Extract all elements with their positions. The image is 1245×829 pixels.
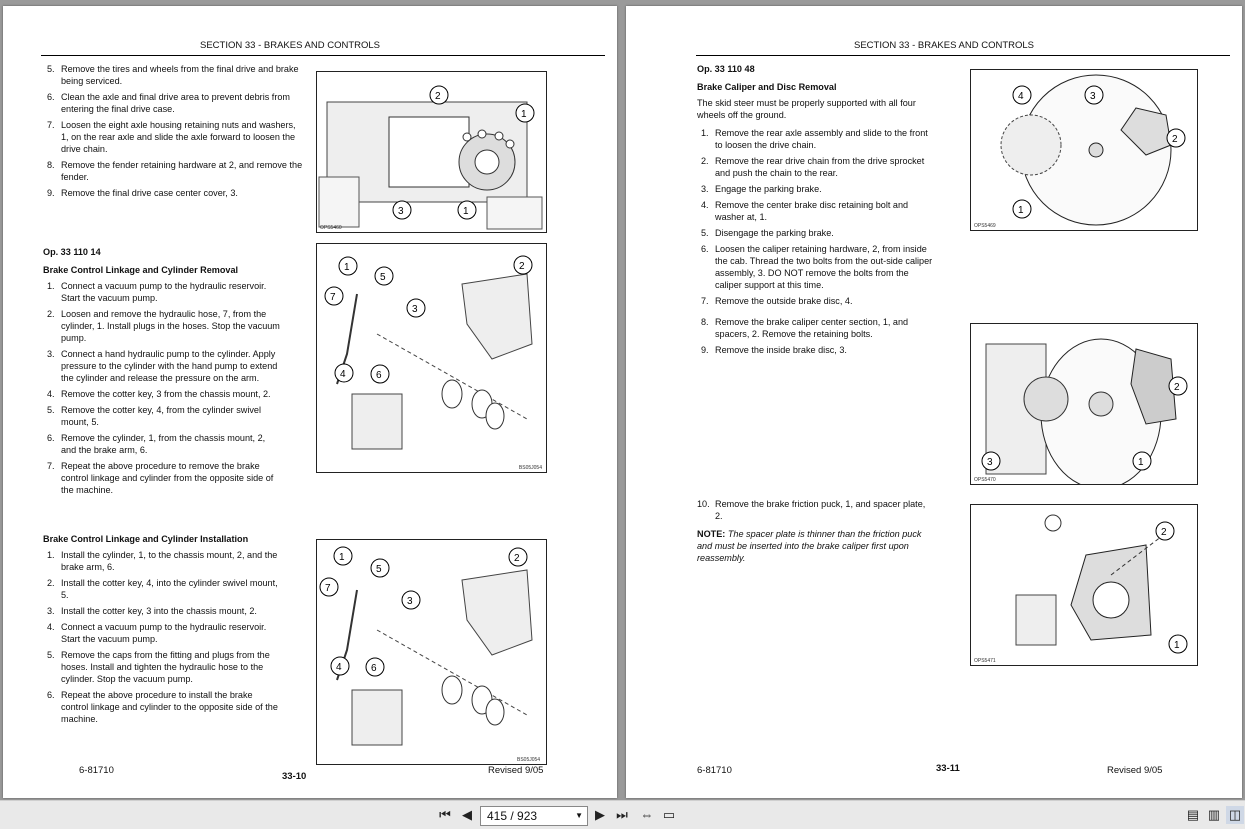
list-item — [697, 344, 933, 356]
step-number: 4. — [701, 200, 709, 210]
step-number: 3. — [47, 606, 55, 616]
list-item — [697, 295, 933, 307]
step-text: Remove the rear drive chain from the drive sprocket and push the chain to the rear. — [715, 156, 925, 178]
list-item — [697, 127, 933, 151]
brake-disc-illustration — [971, 70, 1197, 230]
list-item — [43, 689, 281, 725]
list-item — [697, 199, 933, 223]
svg-text:1: 1 — [1174, 640, 1180, 651]
page-select[interactable] — [480, 806, 588, 826]
list-item — [43, 577, 281, 601]
list-item — [43, 348, 281, 384]
brake-linkage-removal — [43, 238, 281, 500]
step-number: 2. — [701, 156, 709, 166]
svg-text:1: 1 — [1138, 457, 1144, 468]
svg-text:3: 3 — [412, 304, 418, 315]
figure-code: BS05J054 — [517, 757, 541, 763]
final-drive-figure — [316, 71, 547, 233]
list-item — [43, 649, 281, 685]
list-item — [43, 605, 281, 617]
step-text: Loosen the eight axle housing retaining nuts and washers, 1, on the rear axle and slide the axle forward to loosen the drive chain. — [61, 120, 296, 154]
section-subheading: Brake Control Linkage and Cylinder Removal — [43, 265, 239, 275]
svg-text:2: 2 — [435, 91, 441, 102]
continuous-page-icon[interactable]: ▥ — [1207, 807, 1221, 822]
svg-text:6: 6 — [376, 370, 382, 381]
list-item — [43, 91, 305, 115]
step-number: 9. — [701, 345, 709, 355]
step-text: Remove the inside brake disc, 3. — [715, 345, 847, 355]
svg-text:3: 3 — [1090, 91, 1096, 102]
note — [697, 528, 933, 564]
caliper-figure — [970, 323, 1198, 485]
step-number: 4. — [47, 622, 55, 632]
prev-page-icon[interactable]: ◀ — [462, 807, 472, 822]
step-text: Engage the parking brake. — [715, 184, 822, 194]
step-number: 5. — [47, 405, 55, 415]
step-number: 6. — [701, 244, 709, 254]
step-number: 1. — [47, 281, 55, 291]
list-item — [43, 308, 281, 344]
section-subheading: Brake Caliper and Disc Removal — [697, 82, 837, 92]
list-item — [697, 227, 933, 239]
svg-text:3: 3 — [398, 206, 404, 217]
step-text: Remove the caps from the fitting and plugs from the hoses. Install and tighten the hydraulic hose to the cylinder. Stop the vacuum pump. — [61, 650, 270, 684]
caliper-illustration — [971, 324, 1197, 484]
svg-text:1: 1 — [1018, 205, 1024, 216]
final-drive-illustration — [317, 72, 546, 232]
list-item — [697, 498, 933, 522]
step-text: Remove the brake caliper center section, 1, and spacers, 2. Remove the retaining bolts. — [715, 317, 909, 339]
svg-text:7: 7 — [325, 583, 331, 594]
step-text: Connect a hand hydraulic pump to the cylinder. Apply pressure to the cylinder with the hand pump to extend the cylinder and release the pressure on the arm. — [61, 349, 278, 383]
step-text: Install the cylinder, 1, to the chassis mount, 2, and the brake arm, 6. — [61, 550, 278, 572]
op-number: Op. 33 110 14 — [43, 247, 101, 257]
step-number: 3. — [701, 184, 709, 194]
svg-text:2: 2 — [519, 261, 525, 272]
svg-text:3: 3 — [987, 457, 993, 468]
header-rule — [41, 55, 605, 56]
svg-text:4: 4 — [340, 369, 346, 380]
note-label: NOTE: — [697, 529, 726, 539]
steps-final-drive — [43, 63, 305, 203]
list-item — [43, 404, 281, 428]
doc-number: 6-81710 — [697, 765, 732, 776]
header-rule — [696, 55, 1230, 56]
right-page — [626, 6, 1242, 798]
figure-code: BS05J054 — [518, 465, 542, 471]
step-text: Remove the outside brake disc, 4. — [715, 296, 853, 306]
left-page — [3, 6, 617, 798]
list-item — [697, 155, 933, 179]
step-number: 10. — [697, 499, 710, 509]
svg-text:3: 3 — [407, 596, 413, 607]
svg-text:2: 2 — [514, 553, 520, 564]
step-number: 2. — [47, 578, 55, 588]
svg-text:4: 4 — [1018, 91, 1024, 102]
page-number: 33-11 — [936, 763, 960, 774]
step-text: Remove the fender retaining hardware at 2, and remove the fender. — [61, 160, 303, 182]
doc-number: 6-81710 — [79, 765, 114, 776]
figure-code: OPS5460 — [320, 225, 342, 231]
op-number: Op. 33 110 48 — [697, 64, 755, 74]
svg-text:4: 4 — [336, 662, 342, 673]
step-text: Remove the cotter key, 4, from the cylinder swivel mount, 5. — [61, 405, 261, 427]
figure-code: OPS5470 — [974, 477, 996, 483]
list-item — [697, 243, 933, 291]
linkage-exploded-illustration — [317, 540, 546, 764]
list-item — [43, 280, 281, 304]
step-text: Loosen and remove the hydraulic hose, 7, from the cylinder, 1. Install plugs in the hoses. Stop the vacuum pump. — [61, 309, 280, 343]
friction-puck-illustration — [971, 505, 1197, 665]
brake-linkage-installation — [43, 527, 281, 729]
svg-text:1: 1 — [339, 552, 345, 563]
chevron-down-icon: ▼ — [575, 811, 583, 820]
svg-text:2: 2 — [1174, 382, 1180, 393]
fit-page-icon[interactable]: ▭ — [662, 807, 676, 822]
step-text: Remove the cylinder, 1, from the chassis mount, 2, and the brake arm, 6. — [61, 433, 266, 455]
svg-text:5: 5 — [380, 272, 386, 283]
linkage-installation-figure — [316, 539, 547, 765]
step-text: Clean the axle and final drive area to prevent debris from entering the final drive case. — [61, 92, 290, 114]
note-text: The spacer plate is thinner than the friction puck and must be inserted into the brake caliper first upon reassembly. — [697, 529, 922, 563]
step-number: 1. — [701, 128, 709, 138]
svg-text:2: 2 — [1172, 134, 1178, 145]
step-text: Repeat the above procedure to remove the brake control linkage and cylinder from the opposite side of the machine. — [61, 461, 274, 495]
page-number: 33-10 — [282, 771, 307, 782]
figure-code: OPS5471 — [974, 658, 996, 664]
step-text: Disengage the parking brake. — [715, 228, 834, 238]
list-item — [697, 183, 933, 195]
step-text: Remove the rear axle assembly and slide to the front to loosen the drive chain. — [715, 128, 928, 150]
next-page-icon[interactable]: ▶ — [595, 807, 605, 822]
list-item — [43, 549, 281, 573]
list-item — [43, 388, 281, 400]
first-page-icon[interactable]: ⏮ — [439, 807, 451, 822]
step-number: 2. — [47, 309, 55, 319]
two-page-icon[interactable]: ◫ — [1226, 806, 1244, 824]
page-indicator: 415 / 923 — [487, 809, 538, 823]
step-number: 3. — [47, 349, 55, 359]
svg-text:5: 5 — [376, 564, 382, 575]
step-number: 7. — [47, 120, 55, 130]
svg-text:7: 7 — [330, 292, 336, 303]
section-subheading: Brake Control Linkage and Cylinder Installation — [43, 534, 249, 544]
svg-text:1: 1 — [344, 262, 350, 273]
step-number: 5. — [47, 64, 55, 74]
svg-text:2: 2 — [1161, 527, 1167, 538]
step-number: 4. — [47, 389, 55, 399]
step-number: 6. — [47, 433, 55, 443]
revision-date: Revised 9/05 — [488, 765, 544, 776]
page-header: SECTION 33 - BRAKES AND CONTROLS — [200, 40, 381, 51]
figure-code: OPS5469 — [974, 223, 996, 229]
caliper-removal-continued — [697, 316, 933, 360]
step-number: 9. — [47, 188, 55, 198]
step-text: Remove the center brake disc retaining bolt and washer at, 1. — [715, 200, 909, 222]
svg-text:1: 1 — [521, 109, 527, 120]
step-text: Remove the tires and wheels from the final drive and brake being serviced. — [61, 64, 299, 86]
step-number: 7. — [47, 461, 55, 471]
list-item — [43, 187, 305, 199]
list-item — [697, 316, 933, 340]
step-text: Install the cotter key, 3 into the chassis mount, 2. — [61, 606, 257, 616]
svg-text:1: 1 — [463, 206, 469, 217]
step-number: 7. — [701, 296, 709, 306]
list-item — [43, 460, 281, 496]
brake-disc-figure — [970, 69, 1198, 231]
step-text: Connect a vacuum pump to the hydraulic reservoir. Start the vacuum pump. — [61, 281, 267, 303]
list-item — [43, 621, 281, 645]
step-number: 1. — [47, 550, 55, 560]
linkage-removal-figure — [316, 243, 547, 473]
viewer-toolbar — [0, 800, 1245, 829]
step-text: Remove the brake friction puck, 1, and spacer plate, 2. — [715, 499, 926, 521]
step-number: 8. — [47, 160, 55, 170]
svg-text:6: 6 — [371, 663, 377, 674]
step-text: Remove the final drive case center cover, 3. — [61, 188, 238, 198]
step-number: 6. — [47, 92, 55, 102]
caliper-removal — [697, 63, 933, 311]
step-text: Install the cotter key, 4, into the cylinder swivel mount, 5. — [61, 578, 278, 600]
page-header: SECTION 33 - BRAKES AND CONTROLS — [854, 40, 1035, 51]
step-text: Loosen the caliper retaining hardware, 2, from inside the cab. Thread the two bolts from the out-side caliper assembly, 3. DO NOT remove the bolts from the caliper support at this time. — [715, 244, 933, 290]
step-text: Remove the cotter key, 3 from the chassis mount, 2. — [61, 389, 271, 399]
list-item — [43, 432, 281, 456]
step-text: Repeat the above procedure to install the brake control linkage and cylinder to the opposite side of the machine. — [61, 690, 278, 724]
revision-date: Revised 9/05 — [1107, 765, 1163, 776]
friction-puck-figure — [970, 504, 1198, 666]
step-number: 6. — [47, 690, 55, 700]
list-item — [43, 119, 305, 155]
step-text: Connect a vacuum pump to the hydraulic reservoir. Start the vacuum pump. — [61, 622, 267, 644]
step-number: 5. — [47, 650, 55, 660]
list-item — [43, 63, 305, 87]
step-number: 5. — [701, 228, 709, 238]
fit-width-icon[interactable]: ⇔ — [640, 807, 654, 822]
last-page-icon[interactable]: ⏭ — [616, 807, 628, 822]
intro-text: The skid steer must be properly supported with all four wheels off the ground. — [697, 98, 916, 120]
single-page-icon[interactable]: ▤ — [1186, 807, 1200, 822]
linkage-exploded-illustration — [317, 244, 546, 472]
step-number: 8. — [701, 317, 709, 327]
friction-puck-removal — [697, 498, 933, 564]
list-item — [43, 159, 305, 183]
